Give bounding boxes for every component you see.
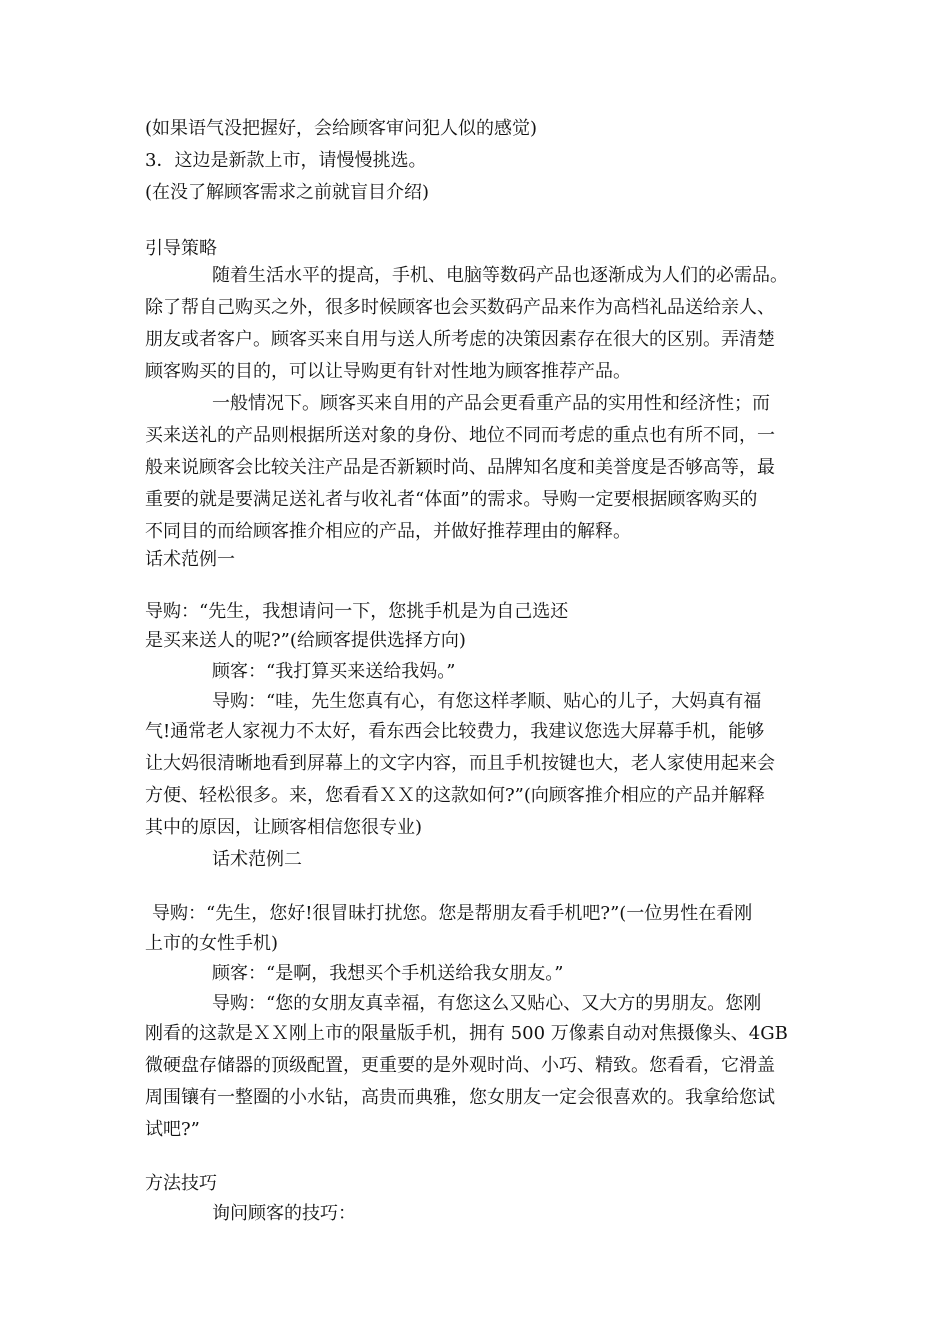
- text-line: 买来送礼的产品则根据所送对象的身份、地位不同而考虑的重点也有所不同，一: [145, 425, 775, 446]
- text-line: 导购：“哇，先生您真有心，有您这样孝顺、贴心的儿子，大妈真有福: [212, 691, 762, 712]
- text-line: 气!通常老人家视力不太好，看东西会比较费力，我建议您选大屏幕手机，能够: [145, 721, 765, 742]
- text-line: 朋友或者客户。顾客买来自用与送人所考虑的决策因素存在很大的区别。弄清楚: [145, 329, 775, 350]
- text-line: 其中的原因，让顾客相信您很专业): [145, 817, 423, 838]
- text-line: 顾客：“我打算买来送给我妈。”: [212, 661, 456, 682]
- text-line: 是买来送人的呢?”(给顾客提供选择方向): [145, 630, 466, 651]
- text-line: (在没了解顾客需求之前就盲目介绍): [145, 182, 430, 203]
- text-line: 让大妈很清晰地看到屏幕上的文字内容，而且手机按键也大，老人家使用起来会: [145, 753, 775, 774]
- text-line: 随着生活水平的提高，手机、电脑等数码产品也逐渐成为人们的必需品。: [212, 265, 788, 286]
- section-heading: 方法技巧: [145, 1173, 217, 1194]
- section-heading: 引导策略: [145, 238, 217, 259]
- text-line: 般来说顾客会比较关注产品是否新颖时尚、品牌知名度和美誉度是否够高等，最: [145, 457, 775, 478]
- text-line: 重要的就是要满足送礼者与收礼者“体面”的需求。导购一定要根据顾客购买的: [145, 489, 758, 510]
- section-heading: 话术范例一: [145, 549, 235, 570]
- text-line: 顾客：“是啊，我想买个手机送给我女朋友。”: [212, 963, 564, 984]
- section-heading: 话术范例二: [212, 849, 302, 870]
- text-line: 上市的女性手机): [145, 933, 279, 954]
- text-line: 不同目的而给顾客推介相应的产品，并做好推荐理由的解释。: [145, 521, 631, 542]
- text-line: 导购：“您的女朋友真幸福，有您这么又贴心、又大方的男朋友。您刚: [212, 993, 762, 1014]
- text-line: 询问顾客的技巧：: [212, 1203, 356, 1224]
- text-line: 试吧?”: [145, 1119, 200, 1140]
- text-line: 周围镶有一整圈的小水钻，高贵而典雅，您女朋友一定会很喜欢的。我拿给您试: [145, 1087, 775, 1108]
- text-line: 导购：“先生，您好!很冒昧打扰您。您是帮朋友看手机吧?”(一位男性在看刚: [152, 903, 753, 924]
- text-line: 方便、轻松很多。来，您看看ＸＸ的这款如何?”(向顾客推介相应的产品并解释: [145, 785, 765, 806]
- text-line: 微硬盘存储器的顶级配置，更重要的是外观时尚、小巧、精致。您看看，它滑盖: [145, 1055, 775, 1076]
- text-line: 一般情况下。顾客买来自用的产品会更看重产品的实用性和经济性；而: [212, 393, 770, 414]
- text-line: 除了帮自己购买之外，很多时候顾客也会买数码产品来作为高档礼品送给亲人、: [145, 297, 775, 318]
- text-line: (如果语气没把握好，会给顾客审问犯人似的感觉): [145, 118, 538, 139]
- text-line: 3．这边是新款上市，请慢慢挑选。: [145, 150, 427, 171]
- text-line: 顾客购买的目的，可以让导购更有针对性地为顾客推荐产品。: [145, 361, 631, 382]
- text-line: 刚看的这款是ＸＸ刚上市的限量版手机，拥有 500 万像素自动对焦摄像头、4GB: [145, 1023, 788, 1044]
- text-line: 导购：“先生，我想请问一下，您挑手机是为自己选还: [145, 601, 569, 622]
